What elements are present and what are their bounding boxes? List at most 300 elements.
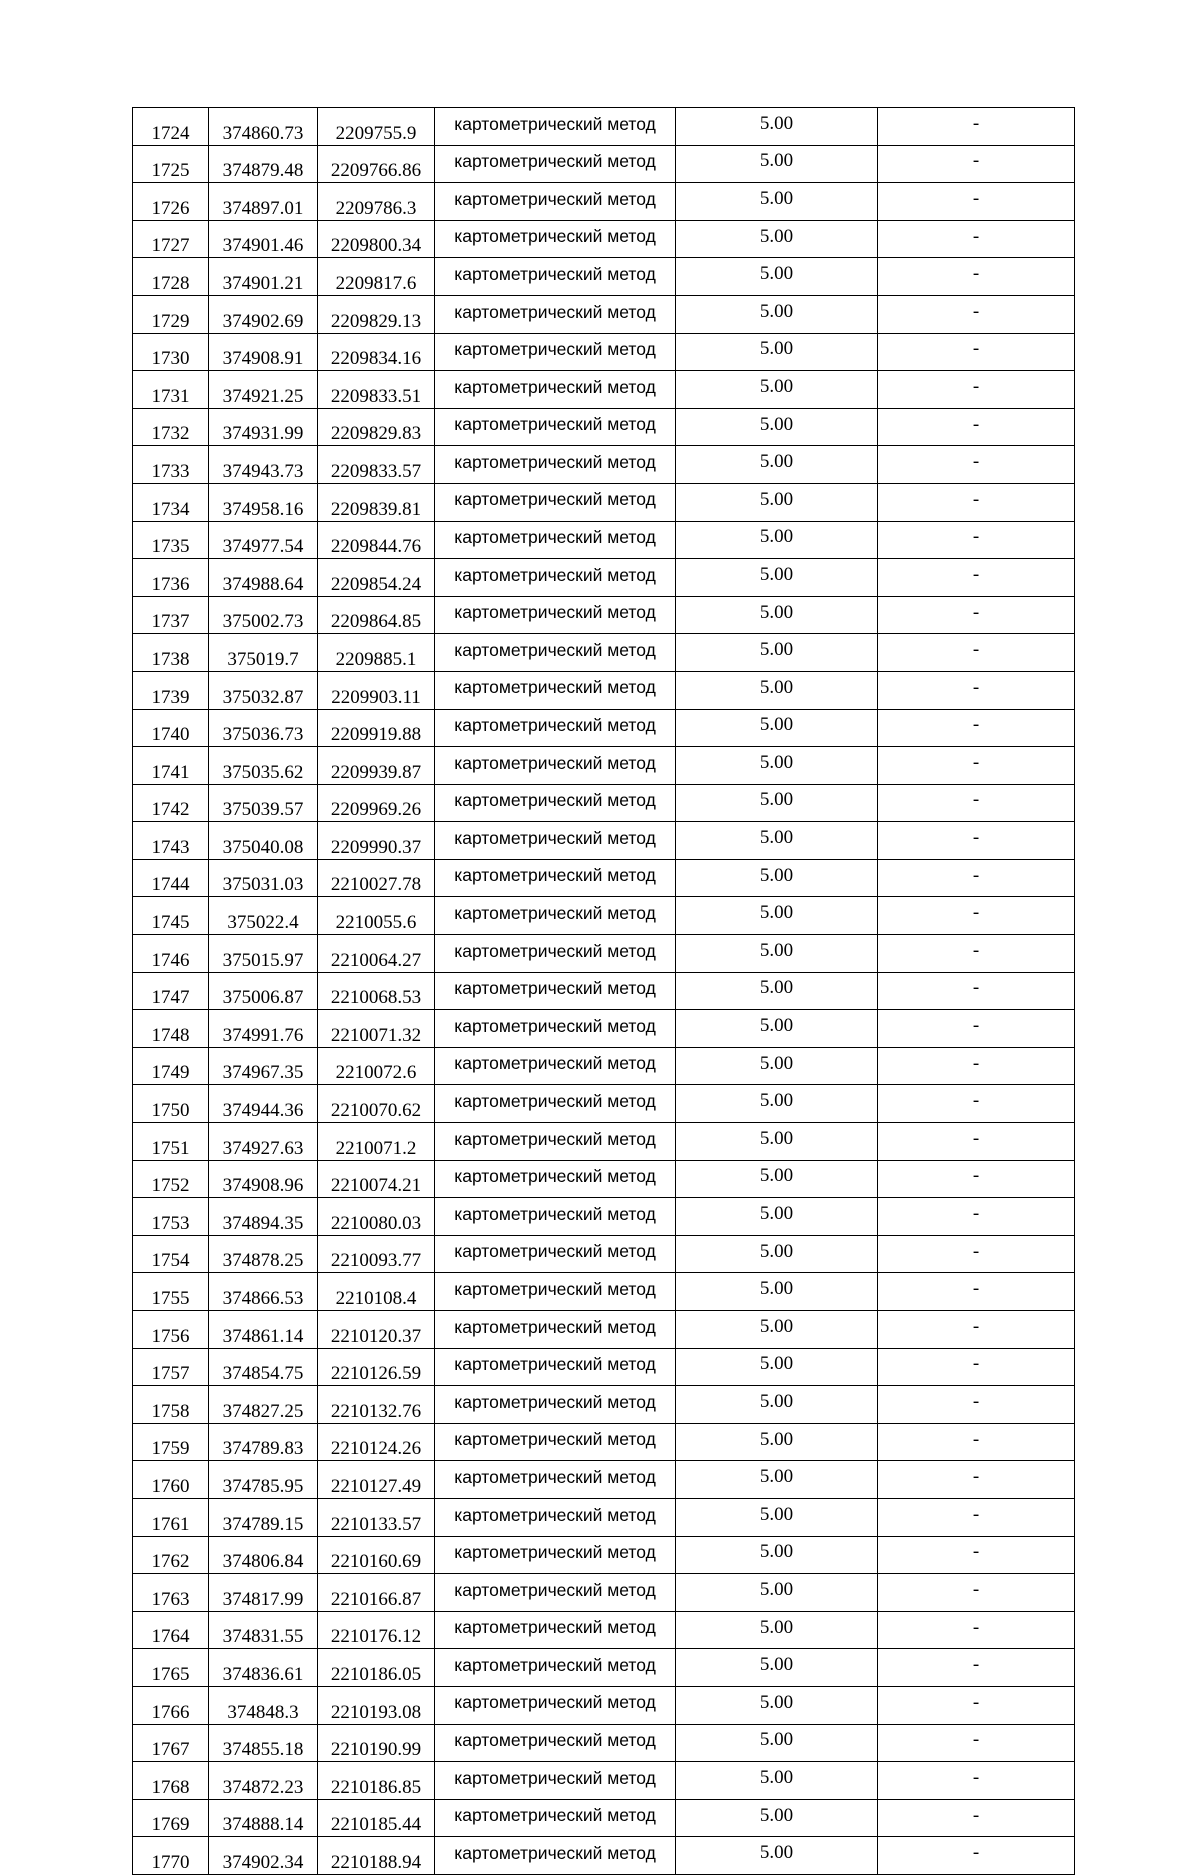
- point-number-cell: 1738: [133, 634, 209, 672]
- y-coordinate-cell: 2209969.26: [318, 784, 435, 822]
- x-coordinate-cell: 374902.34: [209, 1837, 318, 1875]
- y-coordinate-cell: 2209839.81: [318, 483, 435, 521]
- table-row: [133, 596, 1075, 634]
- point-number-cell: 1760: [133, 1461, 209, 1499]
- error-cell: 5.00: [676, 220, 878, 258]
- table-row: [133, 1047, 1075, 1085]
- method-cell: картометрический метод: [435, 1461, 676, 1499]
- y-coordinate-cell: 2210074.21: [318, 1160, 435, 1198]
- point-number-cell: 1731: [133, 371, 209, 409]
- y-coordinate-cell: 2210190.99: [318, 1724, 435, 1762]
- x-coordinate-cell: 375031.03: [209, 859, 318, 897]
- note-cell: -: [878, 1461, 1075, 1499]
- x-coordinate-cell: 374901.46: [209, 220, 318, 258]
- x-coordinate-cell: 374831.55: [209, 1611, 318, 1649]
- table-row: [133, 1461, 1075, 1499]
- x-coordinate-cell: 375035.62: [209, 747, 318, 785]
- point-number-cell: 1750: [133, 1085, 209, 1123]
- y-coordinate-cell: 2209755.9: [318, 108, 435, 146]
- point-number-cell: 1728: [133, 258, 209, 296]
- y-coordinate-cell: 2209919.88: [318, 709, 435, 747]
- point-number-cell: 1766: [133, 1686, 209, 1724]
- error-cell: 5.00: [676, 1235, 878, 1273]
- y-coordinate-cell: 2210093.77: [318, 1235, 435, 1273]
- method-cell: картометрический метод: [435, 1123, 676, 1161]
- point-number-cell: 1765: [133, 1649, 209, 1687]
- note-cell: -: [878, 1085, 1075, 1123]
- table-row: [133, 897, 1075, 935]
- y-coordinate-cell: 2209939.87: [318, 747, 435, 785]
- method-cell: картометрический метод: [435, 1235, 676, 1273]
- point-number-cell: 1737: [133, 596, 209, 634]
- y-coordinate-cell: 2210071.32: [318, 1010, 435, 1048]
- y-coordinate-cell: 2210108.4: [318, 1273, 435, 1311]
- y-coordinate-cell: 2209833.57: [318, 446, 435, 484]
- error-cell: 5.00: [676, 1724, 878, 1762]
- note-cell: -: [878, 709, 1075, 747]
- x-coordinate-cell: 374817.99: [209, 1574, 318, 1612]
- y-coordinate-cell: 2210176.12: [318, 1611, 435, 1649]
- note-cell: -: [878, 1574, 1075, 1612]
- method-cell: картометрический метод: [435, 258, 676, 296]
- method-cell: картометрический метод: [435, 1498, 676, 1536]
- error-cell: 5.00: [676, 1837, 878, 1875]
- y-coordinate-cell: 2210193.08: [318, 1686, 435, 1724]
- table-row: [133, 559, 1075, 597]
- table-row: [133, 521, 1075, 559]
- x-coordinate-cell: 374977.54: [209, 521, 318, 559]
- point-number-cell: 1763: [133, 1574, 209, 1612]
- method-cell: картометрический метод: [435, 295, 676, 333]
- x-coordinate-cell: 374860.73: [209, 108, 318, 146]
- error-cell: 5.00: [676, 747, 878, 785]
- point-number-cell: 1746: [133, 935, 209, 973]
- point-number-cell: 1764: [133, 1611, 209, 1649]
- method-cell: картометрический метод: [435, 1649, 676, 1687]
- coordinates-table-body: [133, 108, 1075, 1875]
- note-cell: -: [878, 1348, 1075, 1386]
- method-cell: картометрический метод: [435, 1085, 676, 1123]
- table-row: [133, 935, 1075, 973]
- note-cell: -: [878, 1047, 1075, 1085]
- method-cell: картометрический метод: [435, 408, 676, 446]
- method-cell: картометрический метод: [435, 446, 676, 484]
- table-row: [133, 108, 1075, 146]
- point-number-cell: 1757: [133, 1348, 209, 1386]
- method-cell: картометрический метод: [435, 1047, 676, 1085]
- table-row: [133, 859, 1075, 897]
- point-number-cell: 1752: [133, 1160, 209, 1198]
- note-cell: -: [878, 935, 1075, 973]
- error-cell: 5.00: [676, 1799, 878, 1837]
- error-cell: 5.00: [676, 1273, 878, 1311]
- note-cell: -: [878, 1235, 1075, 1273]
- x-coordinate-cell: 375006.87: [209, 972, 318, 1010]
- x-coordinate-cell: 375039.57: [209, 784, 318, 822]
- error-cell: 5.00: [676, 1160, 878, 1198]
- note-cell: -: [878, 596, 1075, 634]
- error-cell: 5.00: [676, 1536, 878, 1574]
- x-coordinate-cell: 375015.97: [209, 935, 318, 973]
- note-cell: -: [878, 1799, 1075, 1837]
- method-cell: картометрический метод: [435, 1348, 676, 1386]
- note-cell: -: [878, 371, 1075, 409]
- point-number-cell: 1756: [133, 1311, 209, 1349]
- table-row: [133, 1649, 1075, 1687]
- note-cell: -: [878, 1386, 1075, 1424]
- error-cell: 5.00: [676, 935, 878, 973]
- point-number-cell: 1755: [133, 1273, 209, 1311]
- y-coordinate-cell: 2210185.44: [318, 1799, 435, 1837]
- error-cell: 5.00: [676, 108, 878, 146]
- y-coordinate-cell: 2210080.03: [318, 1198, 435, 1236]
- note-cell: -: [878, 108, 1075, 146]
- error-cell: 5.00: [676, 295, 878, 333]
- x-coordinate-cell: 374921.25: [209, 371, 318, 409]
- table-row: [133, 1198, 1075, 1236]
- note-cell: -: [878, 446, 1075, 484]
- point-number-cell: 1758: [133, 1386, 209, 1424]
- point-number-cell: 1734: [133, 483, 209, 521]
- method-cell: картометрический метод: [435, 1837, 676, 1875]
- point-number-cell: 1739: [133, 671, 209, 709]
- table-row: [133, 1498, 1075, 1536]
- y-coordinate-cell: 2210070.62: [318, 1085, 435, 1123]
- point-number-cell: 1761: [133, 1498, 209, 1536]
- error-cell: 5.00: [676, 596, 878, 634]
- point-number-cell: 1735: [133, 521, 209, 559]
- y-coordinate-cell: 2209990.37: [318, 822, 435, 860]
- note-cell: -: [878, 145, 1075, 183]
- method-cell: картометрический метод: [435, 145, 676, 183]
- y-coordinate-cell: 2209864.85: [318, 596, 435, 634]
- x-coordinate-cell: 374988.64: [209, 559, 318, 597]
- point-number-cell: 1769: [133, 1799, 209, 1837]
- table-row: [133, 1574, 1075, 1612]
- error-cell: 5.00: [676, 897, 878, 935]
- point-number-cell: 1743: [133, 822, 209, 860]
- point-number-cell: 1754: [133, 1235, 209, 1273]
- error-cell: 5.00: [676, 1047, 878, 1085]
- y-coordinate-cell: 2209817.6: [318, 258, 435, 296]
- note-cell: -: [878, 408, 1075, 446]
- x-coordinate-cell: 374878.25: [209, 1235, 318, 1273]
- point-number-cell: 1748: [133, 1010, 209, 1048]
- method-cell: картометрический метод: [435, 859, 676, 897]
- point-number-cell: 1762: [133, 1536, 209, 1574]
- x-coordinate-cell: 374931.99: [209, 408, 318, 446]
- table-row: [133, 1160, 1075, 1198]
- x-coordinate-cell: 374888.14: [209, 1799, 318, 1837]
- error-cell: 5.00: [676, 1574, 878, 1612]
- error-cell: 5.00: [676, 1085, 878, 1123]
- error-cell: 5.00: [676, 408, 878, 446]
- x-coordinate-cell: 374872.23: [209, 1762, 318, 1800]
- point-number-cell: 1725: [133, 145, 209, 183]
- point-number-cell: 1745: [133, 897, 209, 935]
- note-cell: -: [878, 1198, 1075, 1236]
- note-cell: -: [878, 1724, 1075, 1762]
- x-coordinate-cell: 374894.35: [209, 1198, 318, 1236]
- error-cell: 5.00: [676, 1348, 878, 1386]
- point-number-cell: 1730: [133, 333, 209, 371]
- method-cell: картометрический метод: [435, 1611, 676, 1649]
- table-row: [133, 822, 1075, 860]
- note-cell: -: [878, 258, 1075, 296]
- table-row: [133, 1311, 1075, 1349]
- error-cell: 5.00: [676, 1686, 878, 1724]
- x-coordinate-cell: 374836.61: [209, 1649, 318, 1687]
- method-cell: картометрический метод: [435, 709, 676, 747]
- error-cell: 5.00: [676, 1010, 878, 1048]
- method-cell: картометрический метод: [435, 822, 676, 860]
- method-cell: картометрический метод: [435, 1010, 676, 1048]
- point-number-cell: 1742: [133, 784, 209, 822]
- point-number-cell: 1724: [133, 108, 209, 146]
- error-cell: 5.00: [676, 1498, 878, 1536]
- table-row: [133, 1724, 1075, 1762]
- method-cell: картометрический метод: [435, 483, 676, 521]
- table-row: [133, 747, 1075, 785]
- y-coordinate-cell: 2210068.53: [318, 972, 435, 1010]
- table-row: [133, 784, 1075, 822]
- table-row: [133, 671, 1075, 709]
- note-cell: -: [878, 295, 1075, 333]
- method-cell: картометрический метод: [435, 183, 676, 221]
- point-number-cell: 1749: [133, 1047, 209, 1085]
- error-cell: 5.00: [676, 784, 878, 822]
- x-coordinate-cell: 374866.53: [209, 1273, 318, 1311]
- method-cell: картометрический метод: [435, 333, 676, 371]
- y-coordinate-cell: 2209844.76: [318, 521, 435, 559]
- y-coordinate-cell: 2209829.13: [318, 295, 435, 333]
- x-coordinate-cell: 374943.73: [209, 446, 318, 484]
- y-coordinate-cell: 2210186.05: [318, 1649, 435, 1687]
- point-number-cell: 1741: [133, 747, 209, 785]
- y-coordinate-cell: 2210071.2: [318, 1123, 435, 1161]
- note-cell: -: [878, 1536, 1075, 1574]
- y-coordinate-cell: 2209829.83: [318, 408, 435, 446]
- method-cell: картометрический метод: [435, 784, 676, 822]
- y-coordinate-cell: 2210132.76: [318, 1386, 435, 1424]
- y-coordinate-cell: 2210188.94: [318, 1837, 435, 1875]
- x-coordinate-cell: 374848.3: [209, 1686, 318, 1724]
- note-cell: -: [878, 559, 1075, 597]
- point-number-cell: 1744: [133, 859, 209, 897]
- note-cell: -: [878, 1311, 1075, 1349]
- x-coordinate-cell: 375022.4: [209, 897, 318, 935]
- y-coordinate-cell: 2209885.1: [318, 634, 435, 672]
- method-cell: картометрический метод: [435, 1686, 676, 1724]
- method-cell: картометрический метод: [435, 747, 676, 785]
- table-row: [133, 483, 1075, 521]
- point-number-cell: 1740: [133, 709, 209, 747]
- note-cell: -: [878, 972, 1075, 1010]
- table-row: [133, 1837, 1075, 1875]
- y-coordinate-cell: 2209903.11: [318, 671, 435, 709]
- y-coordinate-cell: 2210127.49: [318, 1461, 435, 1499]
- x-coordinate-cell: 374854.75: [209, 1348, 318, 1386]
- error-cell: 5.00: [676, 1762, 878, 1800]
- note-cell: -: [878, 822, 1075, 860]
- note-cell: -: [878, 521, 1075, 559]
- y-coordinate-cell: 2209800.34: [318, 220, 435, 258]
- method-cell: картометрический метод: [435, 521, 676, 559]
- error-cell: 5.00: [676, 1649, 878, 1687]
- point-number-cell: 1727: [133, 220, 209, 258]
- point-number-cell: 1770: [133, 1837, 209, 1875]
- error-cell: 5.00: [676, 483, 878, 521]
- point-number-cell: 1736: [133, 559, 209, 597]
- note-cell: -: [878, 1123, 1075, 1161]
- x-coordinate-cell: 375040.08: [209, 822, 318, 860]
- note-cell: -: [878, 183, 1075, 221]
- table-row: [133, 1686, 1075, 1724]
- method-cell: картометрический метод: [435, 559, 676, 597]
- method-cell: картометрический метод: [435, 1762, 676, 1800]
- x-coordinate-cell: 375002.73: [209, 596, 318, 634]
- y-coordinate-cell: 2209854.24: [318, 559, 435, 597]
- table-row: [133, 1010, 1075, 1048]
- point-number-cell: 1753: [133, 1198, 209, 1236]
- y-coordinate-cell: 2209834.16: [318, 333, 435, 371]
- y-coordinate-cell: 2210124.26: [318, 1423, 435, 1461]
- table-row: [133, 634, 1075, 672]
- x-coordinate-cell: 374897.01: [209, 183, 318, 221]
- error-cell: 5.00: [676, 822, 878, 860]
- method-cell: картометрический метод: [435, 671, 676, 709]
- table-row: [133, 1085, 1075, 1123]
- error-cell: 5.00: [676, 1311, 878, 1349]
- table-row: [133, 1273, 1075, 1311]
- table-row: [133, 1348, 1075, 1386]
- error-cell: 5.00: [676, 333, 878, 371]
- point-number-cell: 1768: [133, 1762, 209, 1800]
- y-coordinate-cell: 2210186.85: [318, 1762, 435, 1800]
- x-coordinate-cell: 375036.73: [209, 709, 318, 747]
- error-cell: 5.00: [676, 1611, 878, 1649]
- method-cell: картометрический метод: [435, 1386, 676, 1424]
- error-cell: 5.00: [676, 634, 878, 672]
- y-coordinate-cell: 2209766.86: [318, 145, 435, 183]
- method-cell: картометрический метод: [435, 935, 676, 973]
- x-coordinate-cell: 374908.91: [209, 333, 318, 371]
- point-number-cell: 1733: [133, 446, 209, 484]
- error-cell: 5.00: [676, 1198, 878, 1236]
- point-number-cell: 1732: [133, 408, 209, 446]
- note-cell: -: [878, 1498, 1075, 1536]
- error-cell: 5.00: [676, 446, 878, 484]
- table-row: [133, 1762, 1075, 1800]
- y-coordinate-cell: 2210064.27: [318, 935, 435, 973]
- method-cell: картометрический метод: [435, 1273, 676, 1311]
- error-cell: 5.00: [676, 559, 878, 597]
- method-cell: картометрический метод: [435, 220, 676, 258]
- error-cell: 5.00: [676, 1123, 878, 1161]
- table-row: [133, 709, 1075, 747]
- x-coordinate-cell: 374789.83: [209, 1423, 318, 1461]
- x-coordinate-cell: 374861.14: [209, 1311, 318, 1349]
- y-coordinate-cell: 2210027.78: [318, 859, 435, 897]
- note-cell: -: [878, 483, 1075, 521]
- y-coordinate-cell: 2210126.59: [318, 1348, 435, 1386]
- error-cell: 5.00: [676, 521, 878, 559]
- y-coordinate-cell: 2210072.6: [318, 1047, 435, 1085]
- x-coordinate-cell: 374991.76: [209, 1010, 318, 1048]
- method-cell: картометрический метод: [435, 634, 676, 672]
- table-row: [133, 333, 1075, 371]
- x-coordinate-cell: 374901.21: [209, 258, 318, 296]
- error-cell: 5.00: [676, 671, 878, 709]
- table-row: [133, 1235, 1075, 1273]
- point-number-cell: 1747: [133, 972, 209, 1010]
- method-cell: картометрический метод: [435, 108, 676, 146]
- method-cell: картометрический метод: [435, 1799, 676, 1837]
- note-cell: -: [878, 1686, 1075, 1724]
- note-cell: -: [878, 671, 1075, 709]
- note-cell: -: [878, 1762, 1075, 1800]
- note-cell: -: [878, 1649, 1075, 1687]
- error-cell: 5.00: [676, 1386, 878, 1424]
- x-coordinate-cell: 374902.69: [209, 295, 318, 333]
- method-cell: картометрический метод: [435, 1198, 676, 1236]
- x-coordinate-cell: 374879.48: [209, 145, 318, 183]
- method-cell: картометрический метод: [435, 1536, 676, 1574]
- method-cell: картометрический метод: [435, 1574, 676, 1612]
- method-cell: картометрический метод: [435, 1311, 676, 1349]
- point-number-cell: 1726: [133, 183, 209, 221]
- y-coordinate-cell: 2209786.3: [318, 183, 435, 221]
- y-coordinate-cell: 2210133.57: [318, 1498, 435, 1536]
- table-row: [133, 1799, 1075, 1837]
- x-coordinate-cell: 374789.15: [209, 1498, 318, 1536]
- note-cell: -: [878, 634, 1075, 672]
- table-row: [133, 1123, 1075, 1161]
- y-coordinate-cell: 2210166.87: [318, 1574, 435, 1612]
- table-row: [133, 446, 1075, 484]
- x-coordinate-cell: 374908.96: [209, 1160, 318, 1198]
- x-coordinate-cell: 374967.35: [209, 1047, 318, 1085]
- note-cell: -: [878, 897, 1075, 935]
- error-cell: 5.00: [676, 972, 878, 1010]
- table-row: [133, 408, 1075, 446]
- coordinates-table: [132, 107, 1075, 1875]
- note-cell: -: [878, 220, 1075, 258]
- y-coordinate-cell: 2210055.6: [318, 897, 435, 935]
- error-cell: 5.00: [676, 709, 878, 747]
- x-coordinate-cell: 374927.63: [209, 1123, 318, 1161]
- error-cell: 5.00: [676, 1423, 878, 1461]
- note-cell: -: [878, 1160, 1075, 1198]
- error-cell: 5.00: [676, 1461, 878, 1499]
- x-coordinate-cell: 375019.7: [209, 634, 318, 672]
- note-cell: -: [878, 784, 1075, 822]
- method-cell: картометрический метод: [435, 1160, 676, 1198]
- method-cell: картометрический метод: [435, 897, 676, 935]
- x-coordinate-cell: 374958.16: [209, 483, 318, 521]
- method-cell: картометрический метод: [435, 1423, 676, 1461]
- error-cell: 5.00: [676, 859, 878, 897]
- table-row: [133, 145, 1075, 183]
- method-cell: картометрический метод: [435, 596, 676, 634]
- x-coordinate-cell: 374785.95: [209, 1461, 318, 1499]
- note-cell: -: [878, 1837, 1075, 1875]
- x-coordinate-cell: 374806.84: [209, 1536, 318, 1574]
- table-row: [133, 295, 1075, 333]
- error-cell: 5.00: [676, 145, 878, 183]
- point-number-cell: 1729: [133, 295, 209, 333]
- y-coordinate-cell: 2210160.69: [318, 1536, 435, 1574]
